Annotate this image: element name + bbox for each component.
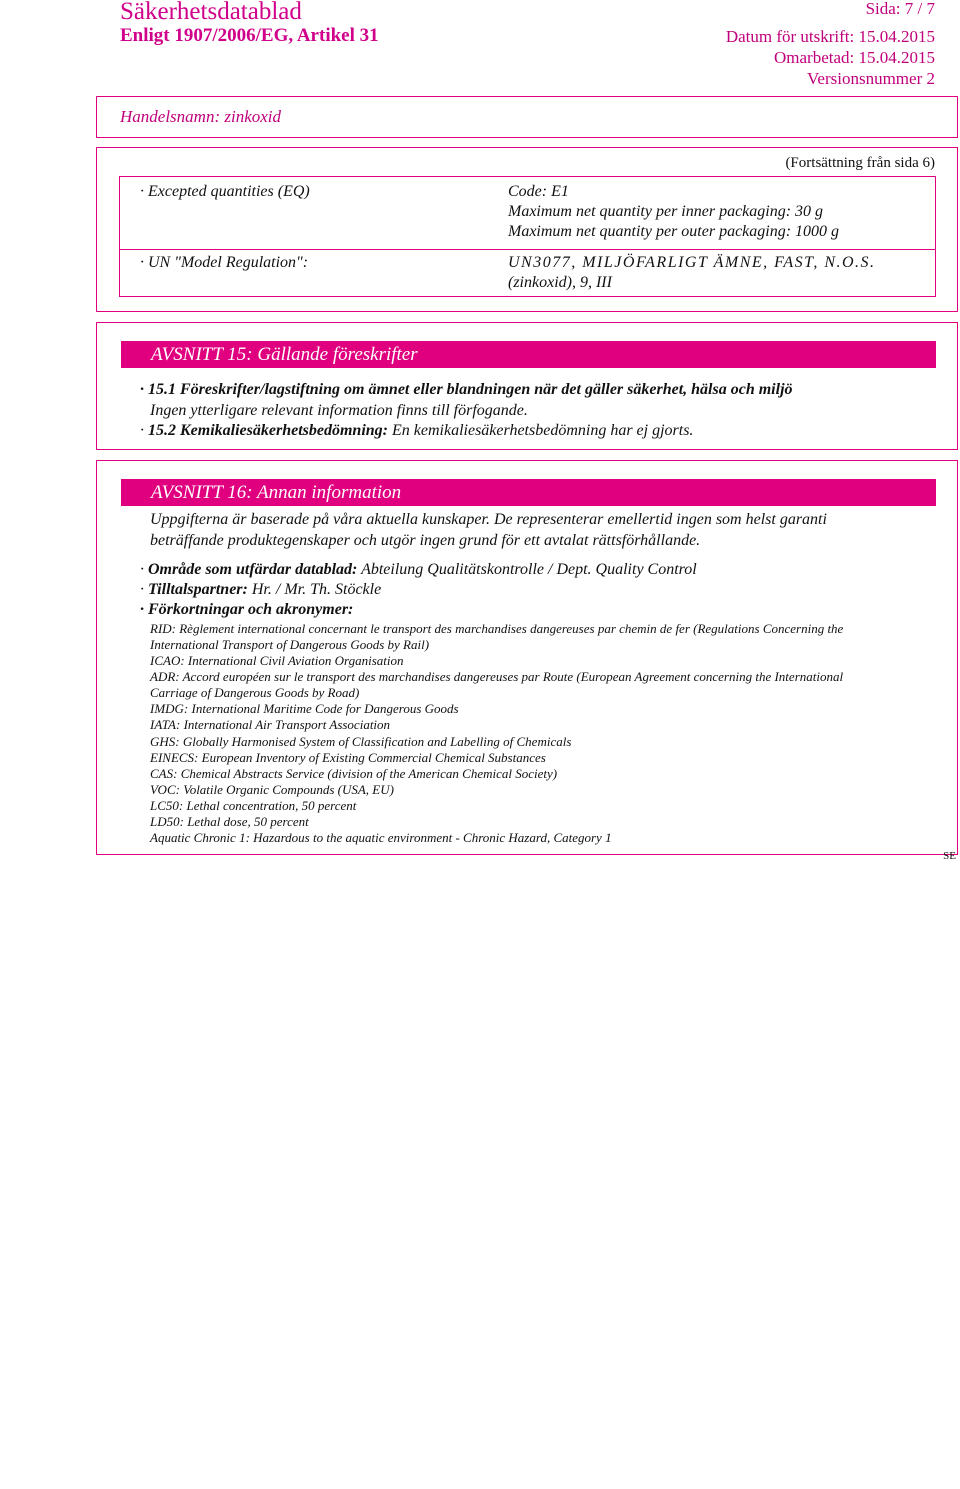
section-15-1-text: Ingen ytterligare relevant information finns till förfogande. bbox=[150, 402, 528, 419]
issuing-area: · Område som utfärdar datablad: Abteilung Qualitätskontrolle / Dept. Quality Control bbox=[140, 561, 697, 578]
section-16-intro-line2: beträffande produktegenskaper och utgör ingen grund för ett avtalat rättsförhållande. bbox=[150, 532, 701, 549]
abbreviation-line: IATA: International Air Transport Association bbox=[150, 717, 391, 732]
print-date: Datum för utskrift: 15.04.2015 bbox=[725, 27, 935, 46]
regulation-reference: Enligt 1907/2006/EG, Artikel 31 bbox=[120, 25, 379, 46]
country-code: SE bbox=[943, 850, 956, 862]
table-divider bbox=[120, 249, 935, 250]
abbreviation-line: International Transport of Dangerous Goods by Rail) bbox=[150, 637, 430, 652]
continuation-note: (Fortsättning från sida 6) bbox=[785, 155, 935, 171]
abbreviation-line: EINECS: European Inventory of Existing Commercial Chemical Substances bbox=[150, 750, 546, 765]
abbreviation-line: CAS: Chemical Abstracts Service (division of the American Chemical Society) bbox=[150, 766, 558, 781]
eq-label: · Excepted quantities (EQ) bbox=[140, 183, 310, 200]
eq-code: Code: E1 bbox=[508, 183, 569, 200]
abbreviation-line: ICAO: International Civil Aviation Organisation bbox=[150, 653, 404, 668]
eq-outer-quantity: Maximum net quantity per outer packaging: 1000 g bbox=[508, 223, 840, 240]
abbreviation-line: Aquatic Chronic 1: Hazardous to the aquatic environment - Chronic Hazard, Category 1 bbox=[150, 830, 612, 845]
abbreviations-label: · Förkortningar och akronymer: bbox=[140, 601, 354, 618]
un-model-value: UN3077, MILJÖFARLIGT ÄMNE, FAST, N.O.S. bbox=[508, 254, 876, 271]
abbreviation-line: LD50: Lethal dose, 50 percent bbox=[150, 814, 309, 829]
abbreviation-line: GHS: Globally Harmonised System of Classification and Labelling of Chemicals bbox=[150, 734, 572, 749]
section-15-heading: AVSNITT 15: Gällande föreskrifter bbox=[121, 341, 936, 368]
contact-person: · Tilltalspartner: Hr. / Mr. Th. Stöckle bbox=[140, 581, 382, 598]
abbreviation-line: Carriage of Dangerous Goods by Road) bbox=[150, 685, 360, 700]
abbreviation-line: IMDG: International Maritime Code for Dangerous Goods bbox=[150, 701, 459, 716]
eq-inner-quantity: Maximum net quantity per inner packaging: 30 g bbox=[508, 203, 824, 220]
un-model-label: · UN "Model Regulation": bbox=[140, 254, 309, 271]
trade-name: Handelsnamn: zinkoxid bbox=[120, 107, 282, 126]
document-title: Säkerhetsdatablad bbox=[120, 0, 302, 25]
section-16-intro-line1: Uppgifterna är baserade på våra aktuella kunskaper. De representerar emellertid ingen som helst garanti bbox=[150, 511, 827, 528]
section-16-heading: AVSNITT 16: Annan information bbox=[121, 479, 936, 506]
section-15-2: · 15.2 Kemikaliesäkerhetsbedömning: En kemikaliesäkerhetsbedömning har ej gjorts. bbox=[140, 422, 694, 439]
page-number: Sida: 7 / 7 bbox=[865, 0, 935, 18]
abbreviation-line: VOC: Volatile Organic Compounds (USA, EU) bbox=[150, 782, 394, 797]
abbreviation-line: LC50: Lethal concentration, 50 percent bbox=[150, 798, 357, 813]
abbreviation-line: ADR: Accord européen sur le transport des marchandises dangereuses par Route (European Agreement concerning the International bbox=[150, 669, 844, 684]
revision-date: Omarbetad: 15.04.2015 bbox=[774, 48, 935, 67]
section-15-1-label: · 15.1 Föreskrifter/lagstiftning om ämnet eller blandningen när det gäller säkerhet, hälsa och miljö bbox=[140, 381, 793, 398]
abbreviation-line: RID: Règlement international concernant le transport des marchandises dangereuses par chemin de fer (Regulations Concerning the bbox=[150, 621, 844, 636]
un-model-value-cont: (zinkoxid), 9, III bbox=[508, 274, 612, 291]
version-number: Versionsnummer 2 bbox=[807, 69, 935, 88]
